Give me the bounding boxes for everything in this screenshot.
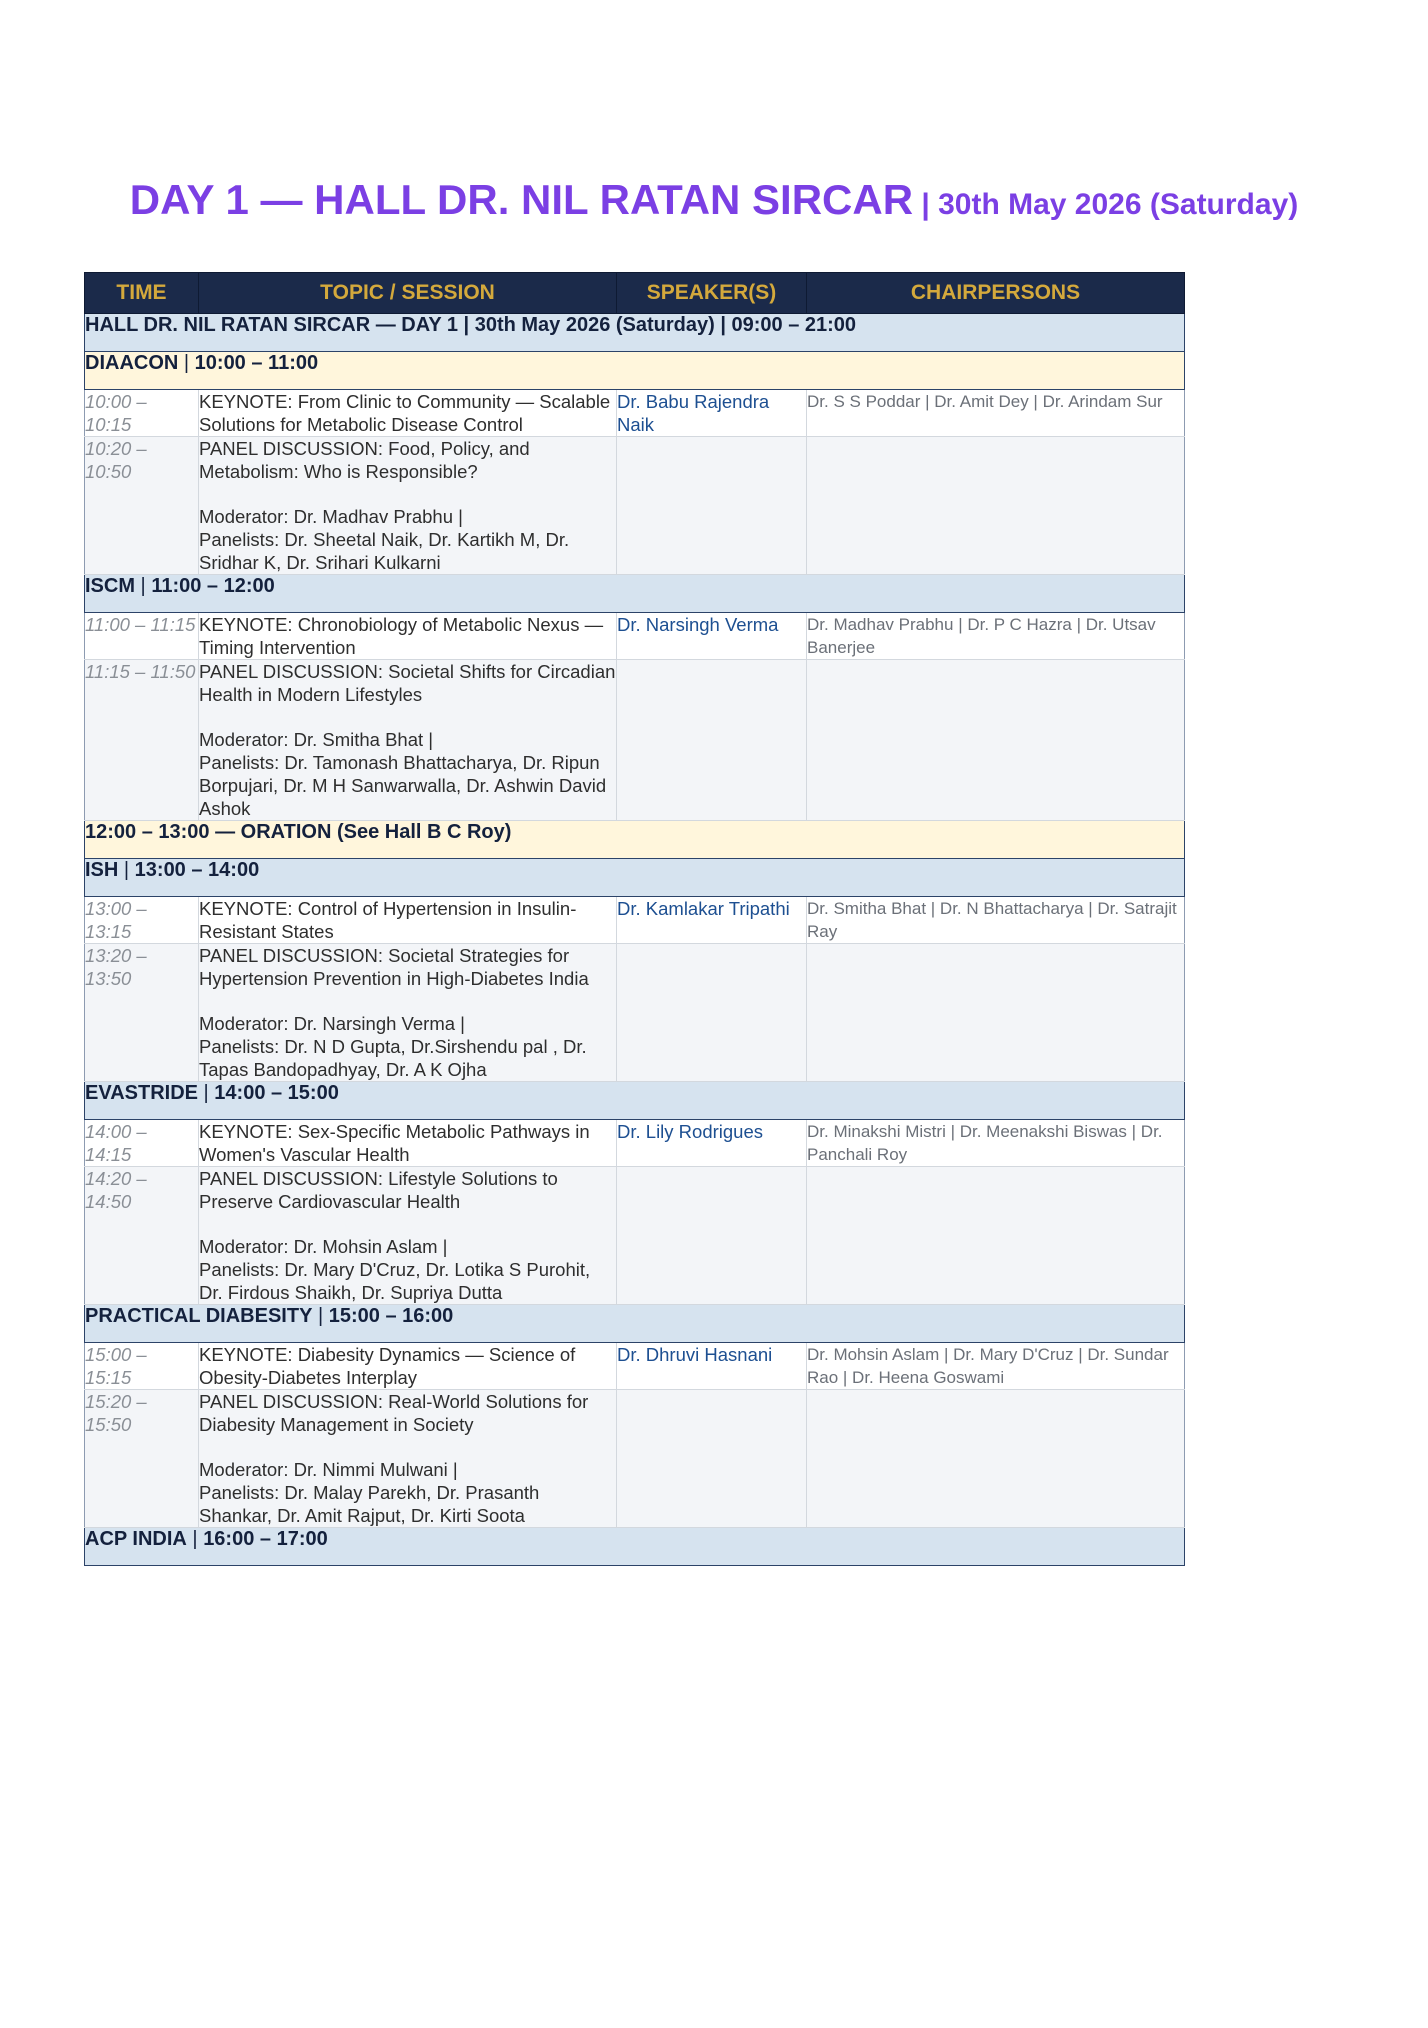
- session-topic: PANEL DISCUSSION: Societal Shifts for Circadian Health in Modern Lifestyles: [199, 661, 616, 705]
- session-topic: KEYNOTE: Sex-Specific Metabolic Pathways in Women's Vascular Health: [199, 1121, 590, 1165]
- session-row: [85, 1390, 1185, 1528]
- block-header-row: [85, 1528, 1185, 1566]
- block-header: [85, 352, 1185, 390]
- block-time: 15:00 – 16:00: [328, 1305, 454, 1327]
- session-row: [85, 390, 1185, 437]
- block-time: 13:00 – 14:00: [134, 859, 260, 881]
- block-header-row: [85, 1082, 1185, 1120]
- session-topic: PANEL DISCUSSION: Lifestyle Solutions to Preserve Cardiovascular Health: [199, 1168, 558, 1212]
- session-topic: KEYNOTE: Chronobiology of Metabolic Nexus — Timing Intervention: [199, 614, 604, 658]
- session-panelists: Panelists: Dr. Tamonash Bhattacharya, Dr. Ripun Borpujari, Dr. M H Sanwarwalla, Dr. Ashwin David Ashok: [199, 752, 607, 819]
- topic-spacer: [199, 483, 616, 505]
- session-topic-cell: [199, 1167, 617, 1305]
- block-header-row: [85, 352, 1185, 390]
- session-row: [85, 1343, 1185, 1390]
- block-header-row: [85, 1305, 1185, 1343]
- block-name: 12:00 – 13:00 — ORATION (See Hall B C Roy): [85, 821, 512, 843]
- session-chairs: Dr. Smitha Bhat | Dr. N Bhattacharya | Dr. Satrajit Ray: [807, 897, 1185, 944]
- session-chairs: Dr. S S Poddar | Dr. Amit Dey | Dr. Arindam Sur: [807, 390, 1185, 437]
- topic-spacer: [199, 706, 616, 728]
- session-row: [85, 897, 1185, 944]
- session-row: [85, 944, 1185, 1082]
- block-separator: |: [135, 575, 152, 597]
- session-topic-cell: [199, 1120, 617, 1167]
- session-speaker: Dr. Narsingh Verma: [617, 613, 807, 660]
- session-speaker: Dr. Babu Rajendra Naik: [617, 390, 807, 437]
- session-time: 13:20 – 13:50: [85, 944, 199, 1082]
- block-header-row: [85, 821, 1185, 859]
- session-panelists: Panelists: Dr. N D Gupta, Dr.Sirshendu pal , Dr. Tapas Bandopadhyay, Dr. A K Ojha: [199, 1036, 587, 1080]
- session-row: [85, 660, 1185, 821]
- session-speaker: [617, 437, 807, 575]
- session-moderator: Moderator: Dr. Nimmi Mulwani |: [199, 1459, 458, 1480]
- session-speaker: [617, 1390, 807, 1528]
- block-name: PRACTICAL DIABESITY: [85, 1305, 313, 1327]
- block-separator: |: [118, 859, 135, 881]
- block-separator: |: [197, 1082, 215, 1104]
- session-topic-cell: [199, 390, 617, 437]
- session-chairs: Dr. Mohsin Aslam | Dr. Mary D'Cruz | Dr. Sundar Rao | Dr. Heena Goswami: [807, 1343, 1185, 1390]
- topic-spacer: [199, 990, 616, 1012]
- page-title: [0, 176, 1428, 224]
- block-time: 10:00 – 11:00: [194, 352, 319, 374]
- block-name: ISH: [85, 859, 119, 881]
- hall-header-row: [85, 314, 1185, 352]
- block-time: 16:00 – 17:00: [203, 1528, 328, 1550]
- session-moderator: Moderator: Dr. Smitha Bhat |: [199, 729, 434, 750]
- session-topic-cell: [199, 1343, 617, 1390]
- session-chairs: Dr. Madhav Prabhu | Dr. P C Hazra | Dr. Utsav Banerjee: [807, 613, 1185, 660]
- title-main: DAY 1 — HALL DR. NIL RATAN SIRCAR: [129, 176, 914, 223]
- session-topic: PANEL DISCUSSION: Real-World Solutions for Diabesity Management in Society: [199, 1391, 589, 1435]
- block-header-row: [85, 859, 1185, 897]
- topic-spacer: [199, 1436, 616, 1458]
- session-speaker: Dr. Dhruvi Hasnani: [617, 1343, 807, 1390]
- block-name: EVASTRIDE: [85, 1082, 198, 1104]
- session-topic: PANEL DISCUSSION: Societal Strategies for Hypertension Prevention in High-Diabetes India: [199, 945, 589, 989]
- session-time: 14:20 – 14:50: [85, 1167, 199, 1305]
- session-row: [85, 437, 1185, 575]
- session-chairs: [807, 437, 1185, 575]
- session-time: 13:00 – 13:15: [85, 897, 199, 944]
- col-header-topic: TOPIC / SESSION: [199, 273, 617, 314]
- session-time: 11:15 – 11:50: [85, 660, 199, 821]
- session-topic: KEYNOTE: Diabesity Dynamics — Science of Obesity-Diabetes Interplay: [199, 1344, 576, 1388]
- block-header: [85, 1082, 1185, 1120]
- session-speaker: Dr. Kamlakar Tripathi: [617, 897, 807, 944]
- schedule-body: [85, 314, 1185, 1566]
- block-header-row: [85, 575, 1185, 613]
- block-name: ISCM: [85, 575, 135, 597]
- session-topic-cell: [199, 944, 617, 1082]
- block-header: [85, 821, 1185, 859]
- topic-spacer: [199, 1213, 616, 1235]
- session-row: [85, 613, 1185, 660]
- block-header: [85, 1528, 1185, 1566]
- block-separator: |: [186, 1528, 204, 1550]
- block-time: 11:00 – 12:00: [151, 575, 275, 597]
- session-speaker: [617, 660, 807, 821]
- session-chairs: [807, 1167, 1185, 1305]
- session-chairs: [807, 944, 1185, 1082]
- session-time: 14:00 – 14:15: [85, 1120, 199, 1167]
- block-header: [85, 859, 1185, 897]
- session-time: 10:20 – 10:50: [85, 437, 199, 575]
- col-header-speakers: SPEAKER(S): [617, 273, 807, 314]
- title-date: | 30th May 2026 (Saturday): [913, 188, 1299, 221]
- session-chairs: Dr. Minakshi Mistri | Dr. Meenakshi Biswas | Dr. Panchali Roy: [807, 1120, 1185, 1167]
- session-speaker: Dr. Lily Rodrigues: [617, 1120, 807, 1167]
- session-topic: KEYNOTE: From Clinic to Community — Scalable Solutions for Metabolic Disease Control: [199, 391, 611, 435]
- session-row: [85, 1167, 1185, 1305]
- session-panelists: Panelists: Dr. Malay Parekh, Dr. Prasanth Shankar, Dr. Amit Rajput, Dr. Kirti Soota: [199, 1482, 540, 1526]
- session-time: 15:20 – 15:50: [85, 1390, 199, 1528]
- block-name: ACP INDIA: [85, 1528, 187, 1550]
- session-speaker: [617, 1167, 807, 1305]
- session-moderator: Moderator: Dr. Madhav Prabhu |: [199, 506, 463, 527]
- block-separator: |: [312, 1305, 329, 1327]
- session-time: 11:00 – 11:15: [85, 613, 199, 660]
- session-panelists: Panelists: Dr. Sheetal Naik, Dr. Kartikh M, Dr. Sridhar K, Dr. Srihari Kulkarni: [199, 529, 570, 573]
- session-topic-cell: [199, 1390, 617, 1528]
- block-separator: |: [178, 352, 195, 374]
- col-header-chairs: CHAIRPERSONS: [807, 273, 1185, 314]
- session-row: [85, 1120, 1185, 1167]
- session-panelists: Panelists: Dr. Mary D'Cruz, Dr. Lotika S Purohit, Dr. Firdous Shaikh, Dr. Supriya Dutta: [199, 1259, 591, 1303]
- session-topic-cell: [199, 660, 617, 821]
- session-topic: KEYNOTE: Control of Hypertension in Insulin-Resistant States: [199, 898, 577, 942]
- block-name: DIAACON: [85, 352, 179, 374]
- col-header-time: TIME: [85, 273, 199, 314]
- block-header: [85, 575, 1185, 613]
- session-topic-cell: [199, 437, 617, 575]
- session-moderator: Moderator: Dr. Mohsin Aslam |: [199, 1236, 448, 1257]
- block-header: [85, 1305, 1185, 1343]
- session-time: 10:00 – 10:15: [85, 390, 199, 437]
- session-chairs: [807, 660, 1185, 821]
- block-time: 14:00 – 15:00: [214, 1082, 339, 1104]
- schedule-table: [84, 272, 1185, 1566]
- session-topic-cell: [199, 897, 617, 944]
- session-time: 15:00 – 15:15: [85, 1343, 199, 1390]
- hall-header: HALL DR. NIL RATAN SIRCAR — DAY 1 | 30th May 2026 (Saturday) | 09:00 – 21:00: [85, 314, 1185, 352]
- session-speaker: [617, 944, 807, 1082]
- session-moderator: Moderator: Dr. Narsingh Verma |: [199, 1013, 465, 1034]
- session-chairs: [807, 1390, 1185, 1528]
- table-header-row: [85, 273, 1185, 314]
- session-topic: PANEL DISCUSSION: Food, Policy, and Metabolism: Who is Responsible?: [199, 438, 530, 482]
- session-topic-cell: [199, 613, 617, 660]
